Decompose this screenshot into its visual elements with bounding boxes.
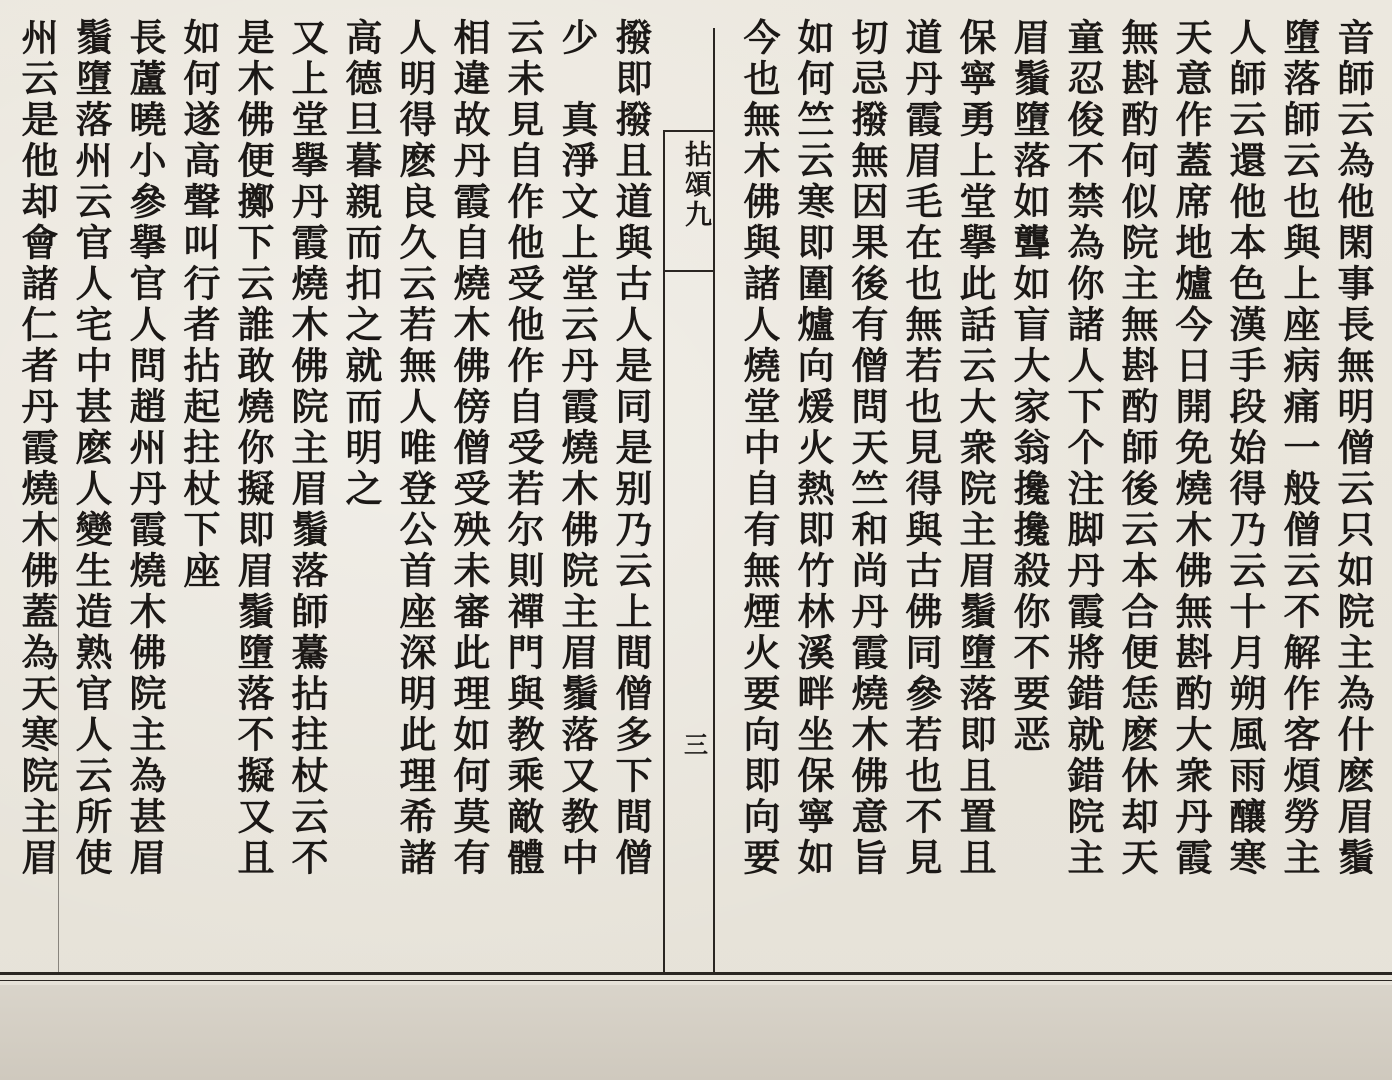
text-column-r2: 墮落師云也與上座病痛一般僧云不解作客煩勞主 (1277, 18, 1321, 879)
bottom-border-line-inner (0, 980, 1392, 981)
center-label-box-top (663, 130, 715, 132)
text-column-r4: 天意作蓋席地爐今日開免燒木佛無斟酌大衆丹霞 (1169, 18, 1213, 879)
text-column-r5: 無斟酌何似院主無斟酌師後云本合便恁麽休却天 (1115, 18, 1159, 879)
text-column-r10: 切忌撥無因果後有僧問天竺和尚丹霞燒木佛意旨 (845, 18, 889, 879)
text-column-l7: 又上堂擧丹霞燒木佛院主眉鬚落師驀拈拄杖云不 (285, 18, 329, 879)
text-column-r3: 人師云還他本色漢手段始得乃云十月朔風雨釀寒 (1223, 18, 1267, 879)
text-column-r1: 音師云為他閑事長無明僧云只如院主為什麽眉鬚 (1331, 18, 1375, 879)
text-column-l4: 相違故丹霞自燒木佛傍僧受殃未審此理如何莫有 (447, 18, 491, 879)
text-column-r7: 眉鬚墮落如聾如盲大家翁攙攙殺你不要恶 (1007, 18, 1051, 756)
text-column-l12: 州云是他却會諸仁者丹霞燒木佛蓋為天寒院主眉 (15, 18, 59, 879)
text-column-r11: 如何竺云寒即圍爐向煖火熱即竹林溪畔坐保寧如 (791, 18, 835, 879)
text-column-l1: 撥即撥且道與古人是同是别乃云上間僧多下間僧 (609, 18, 653, 879)
text-column-r8: 保寧勇上堂擧此話云大衆院主眉鬚墮落即且置且 (953, 18, 997, 879)
text-column-r9: 道丹霞眉毛在也無若也見得與古佛同參若也不見 (899, 18, 943, 879)
text-column-l9: 如何遂高聲叫行者拈起拄杖下座 (177, 18, 221, 592)
bottom-border-line (0, 972, 1392, 975)
text-column-l5: 人明得麽良久云若無人唯登公首座深明此理希諸 (393, 18, 437, 879)
page-title: 拈頌九 (680, 140, 711, 230)
page-margin-bottom (0, 985, 1392, 1080)
text-column-l3: 云未見自作他受他作自受若尔則禪門與教乘敵體 (501, 18, 545, 879)
text-column-r6: 童忍俊不禁為你諸人下个注脚丹霞將錯就錯院主 (1061, 18, 1105, 879)
center-label-box-bottom (663, 270, 715, 272)
text-column-r12: 今也無木佛與諸人燒堂中自有無煙火要向即向要 (737, 18, 781, 879)
page-number: 三 (684, 730, 708, 759)
text-column-l8: 是木佛便擲下云誰敢燒你擬即眉鬚墮落不擬又且 (231, 18, 275, 879)
text-column-l6: 高德旦暮親而扣之就而明之 (339, 18, 383, 510)
text-column-l11: 鬚墮落州云官人宅中甚麽人變生造熟官人云所使 (69, 18, 113, 879)
text-column-l2: 少 真淨文上堂云丹霞燒木佛院主眉鬚落又教中 (555, 18, 599, 879)
center-fold-line-left (663, 130, 665, 972)
text-column-l10: 長蘆曉小參擧官人問趙州丹霞燒木佛院主為甚眉 (123, 18, 167, 879)
